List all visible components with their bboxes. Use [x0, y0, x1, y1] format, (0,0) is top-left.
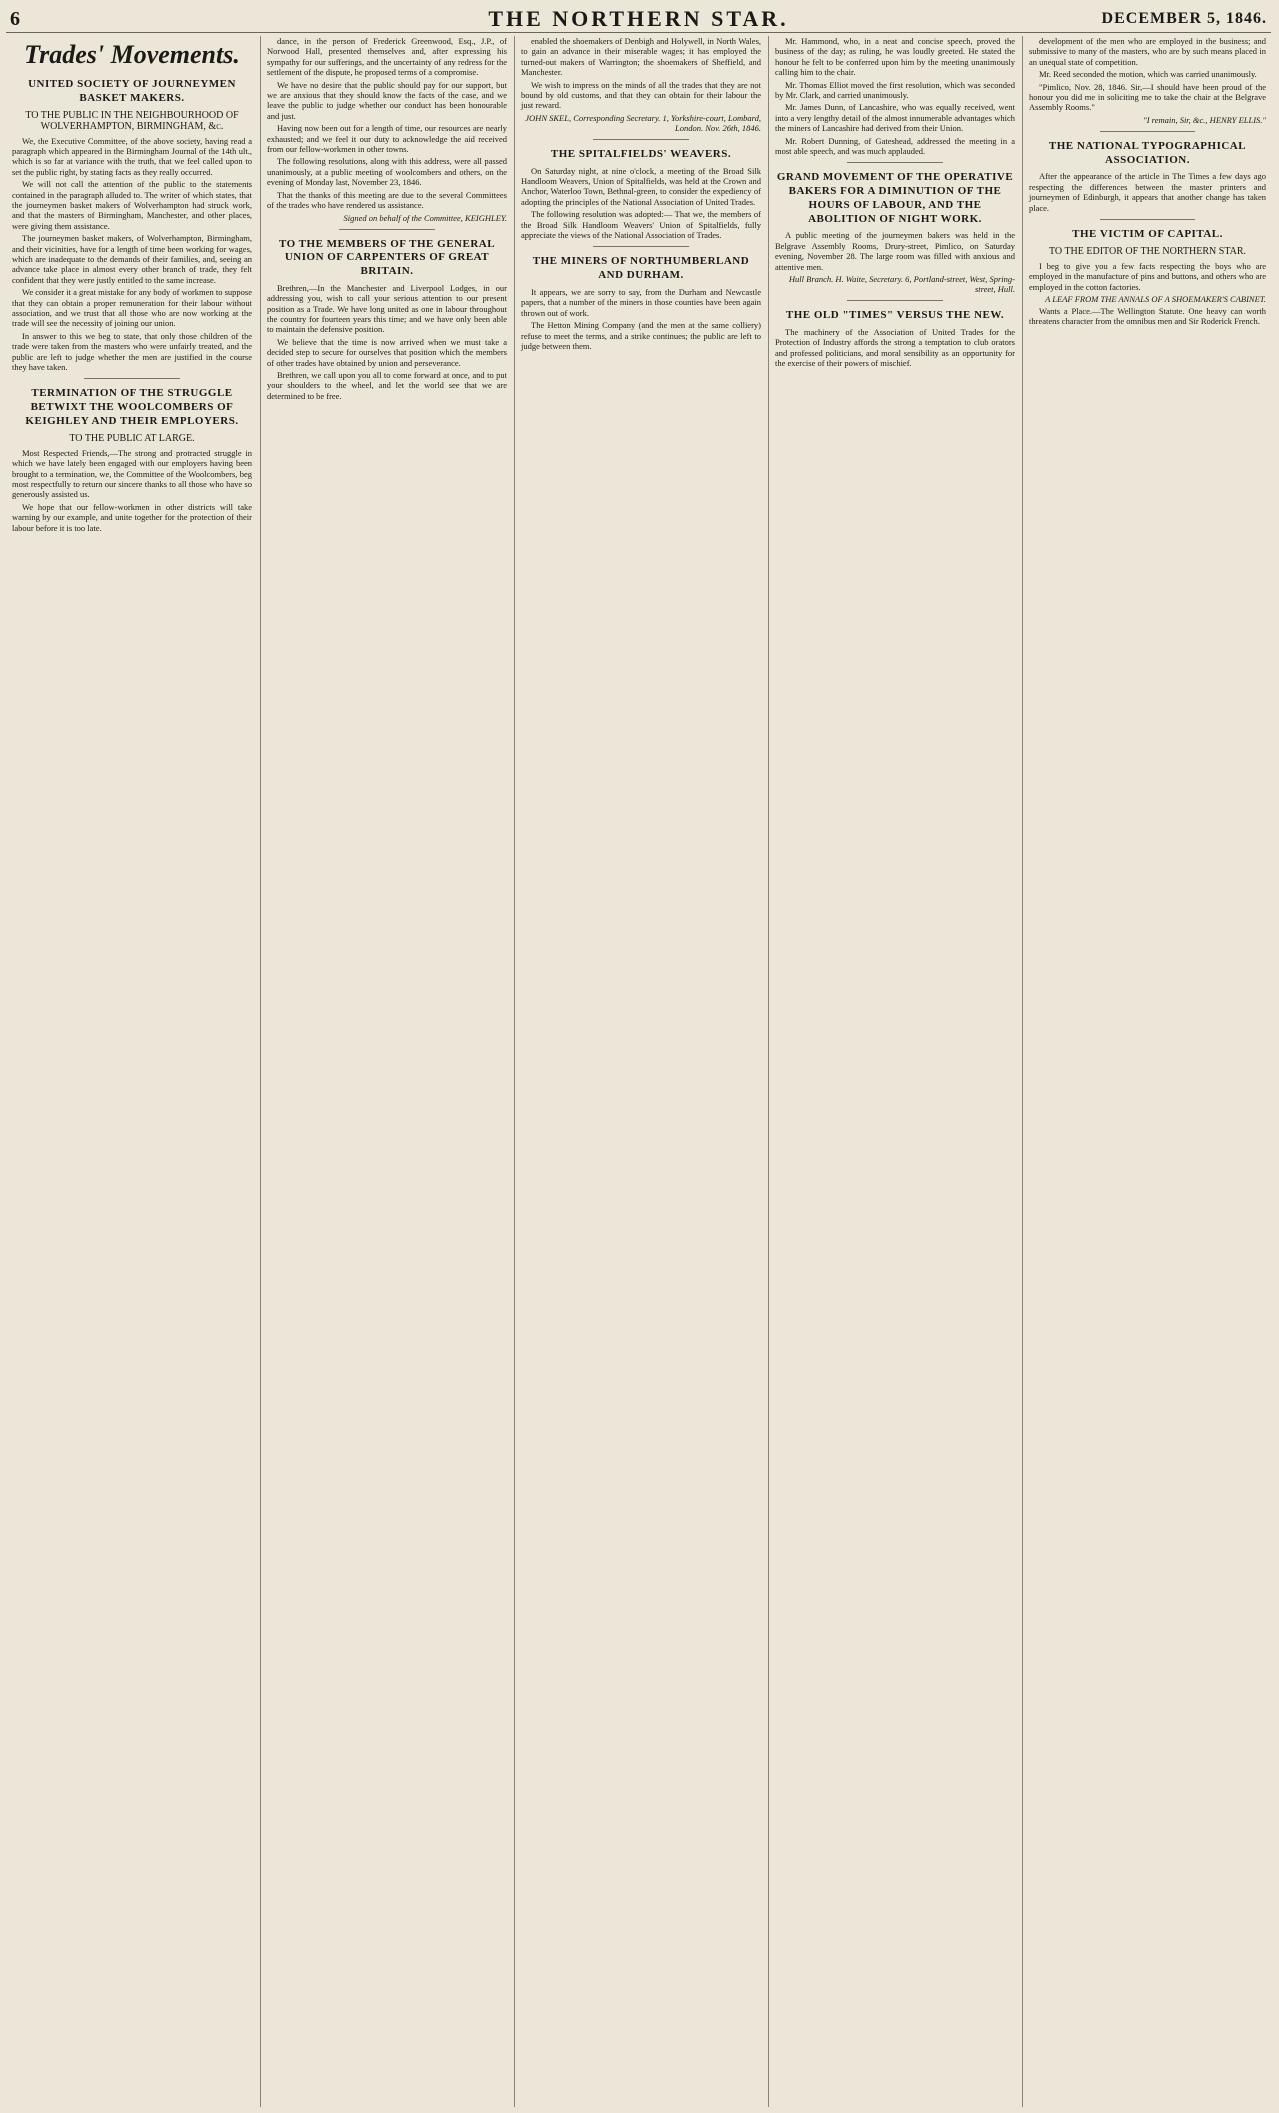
- column-4: [768, 36, 1021, 2107]
- signature: JOHN SKEL, Corresponding Secretary. 1, Yorkshire-court, Lombard, London. Nov. 26th, 1846.: [525, 112, 761, 133]
- article-paragraph: In answer to this we beg to state, that only those children of the trade were taken from the masters who were unfairly treated, and the public are left to judge whether the men are justified in the course they have taken.: [12, 330, 252, 373]
- article-heading-carpenters: TO THE MEMBERS OF THE GENERAL UNION OF CARPENTERS OF GREAT BRITAIN.: [278, 237, 496, 277]
- article-paragraph: development of the men who are employed in the business; and submissive to many of the masters, who are by such means placed in an unequal state of competition.: [1029, 36, 1266, 67]
- column-3: [514, 36, 767, 2107]
- divider: [593, 246, 689, 247]
- masthead: [6, 6, 1271, 33]
- column-5: [1022, 36, 1272, 2107]
- article-paragraph: We consider it a great mistake for any body of workmen to suppose that they can obtain a proper remuneration for their labour without association, and we trust that all those who are now working at the trade will see the necessity of joining our union.: [12, 287, 252, 329]
- article-paragraph: The Hetton Mining Company (and the men at the same colliery) refuse to meet the terms, and a strike continues; the public are left to judge between them.: [521, 320, 761, 351]
- article-heading-basket-makers: UNITED SOCIETY OF JOURNEYMEN BASKET MAKERS.: [28, 78, 236, 104]
- article-paragraph: It appears, we are sorry to say, from the Durham and Newcastle papers, that a number of the miners in those counties have been again thrown out of work.: [521, 286, 761, 318]
- article-paragraph: That the thanks of this meeting are due to the several Committees of the trades who have rendered us assistance.: [267, 189, 507, 211]
- issue-date: DECEMBER 5, 1846.: [1101, 10, 1267, 27]
- article-paragraph: We hope that our fellow-workmen in other districts will take warning by our example, and unite together for the protection of their labour before it is too late.: [12, 501, 252, 533]
- article-paragraph: We have no desire that the public should pay for our support, but we are anxious that they should know the facts of the case, and we leave the public to judge whether our conduct has been honourable and just.: [267, 79, 507, 121]
- article-paragraph: "Pimlico, Nov. 28, 1846. Sir,—I should have been proud of the honour you did me in soliciting me to take the chair at the Belgrave Assembly Rooms.": [1029, 81, 1266, 113]
- article-paragraph: I beg to give you a few facts respecting the boys who are employed in the manufacture of pins and buttons, and others who are employed in the cotton factories.: [1029, 260, 1266, 292]
- signature: "I remain, Sir, &c., HENRY ELLIS.": [1143, 114, 1266, 125]
- article-heading-old-times: THE OLD "TIMES" VERSUS THE NEW.: [785, 309, 1005, 322]
- article-paragraph: Brethren, we call upon you all to come forward at once, and to put your shoulders to the wheel, and let the world see that we are determined to be free.: [267, 370, 507, 401]
- article-paragraph: The following resolutions, along with this address, were all passed unanimously, at a public meeting of woolcombers and others, on the evening of Monday last, November 23, 1846.: [267, 156, 507, 188]
- column-2: [260, 36, 513, 2107]
- article-paragraph: Mr. James Dunn, of Lancashire, who was equally received, went into a very lengthy detail of the almost innumerable advantages which the miners of Lancashire had derived from their Union.: [775, 102, 1015, 134]
- article-heading-woolcombers: TERMINATION OF THE STRUGGLE BETWIXT THE WOOLCOMBERS OF KEIGHLEY AND THEIR EMPLOYERS.: [25, 387, 239, 427]
- divider: [1100, 219, 1195, 220]
- article-paragraph: Mr. Reed seconded the motion, which was carried unanimously.: [1039, 69, 1257, 80]
- divider: [847, 300, 943, 301]
- article-paragraph: enabled the shoemakers of Denbigh and Holywell, in North Wales, to gain an advance in their miserable wages; it has employed the turned-out makers of Warrington; the shoemakers of Sheffield, and Manchester.: [521, 36, 761, 78]
- divider: [593, 139, 689, 140]
- article-paragraph: Mr. Thomas Elliot moved the first resolution, which was seconded by Mr. Clark, and carried unanimously.: [775, 79, 1015, 101]
- article-paragraph: We will not call the attention of the public to the statements contained in the paragraph alluded to. The writer of which states, that the journeymen basket makers of Wolverhampton had struck work, and that the masters of Birmingham, Manchester, and other places, were giving them assistance.: [12, 179, 252, 231]
- page-number: 6: [10, 8, 20, 30]
- signature: A LEAF FROM THE ANNALS OF A SHOEMAKER'S CABINET.: [1045, 293, 1266, 304]
- article-paragraph: The machinery of the Association of United Trades for the Protection of Industry affords the strong a temptation to club orators and professed politicians, and moral sensibility as an opportunity for the exercise of their powers of mischief.: [775, 326, 1015, 369]
- article-paragraph: A public meeting of the journeymen bakers was held in the Belgrave Assembly Rooms, Drury-street, Pimlico, on Saturday evening, November 28. The large room was filled with anxious and attentive men.: [775, 230, 1015, 272]
- columns: [6, 36, 1271, 2107]
- divider: [84, 378, 180, 379]
- article-paragraph: The following resolution was adopted:— That we, the members of the Broad Silk Handloom Weavers' Union of Spitalfields, fully appreciate the views of the National Association of Trades.: [521, 209, 761, 241]
- article-subheading: TO THE PUBLIC AT LARGE.: [69, 432, 195, 444]
- section-title: Trades' Movements.: [24, 40, 240, 69]
- article-heading-victim: THE VICTIM OF CAPITAL.: [1072, 227, 1223, 240]
- divider: [339, 229, 435, 230]
- article-paragraph: Mr. Hammond, who, in a neat and concise speech, proved the business of the day; as ruling, he was loudly greeted. He stated the honour he felt to be conferred upon him by the meeting unanimously calling him to the chair.: [775, 36, 1015, 78]
- article-heading-bakers: GRAND MOVEMENT OF THE OPERATIVE BAKERS FOR A DIMINUTION OF THE HOURS OF LABOUR, AND THE ABOLITION OF NIGHT WORK.: [776, 171, 1014, 225]
- article-paragraph: We believe that the time is now arrived when we must take a decided step to secure for ourselves that position which the members of other trades have obtained by union and perseverance.: [267, 336, 507, 368]
- article-paragraph: We, the Executive Committee, of the above society, having read a paragraph which appeared in the Birmingham Journal of the 14th ult., which is so far at variance with the truth, that we feel called upon to set the public right, by stating facts as they really occurred.: [12, 135, 252, 177]
- article-subheading: TO THE EDITOR OF THE NORTHERN STAR.: [1048, 245, 1247, 257]
- article-paragraph: Mr. Robert Dunning, of Gateshead, addressed the meeting in a most able speech, and was much applauded.: [775, 135, 1015, 157]
- article-paragraph: Most Respected Friends,—The strong and protracted struggle in which we have lately been engaged with our employers having been brought to a termination, we, the Committee of the Woolcombers, beg most respectfully to return our sincere thanks to all those who have so generously assisted us.: [12, 447, 252, 500]
- column-1: [6, 36, 258, 2107]
- article-paragraph: Having now been out for a length of time, our resources are nearly exhausted; and we feel it our duty to acknowledge the aid received from our fellow-workmen in other towns.: [267, 123, 507, 155]
- article-paragraph: On Saturday night, at nine o'clock, a meeting of the Broad Silk Handloom Weavers, Union of Spitalfields, was held at the Crown and Anchor, Waterloo Town, Bethnal-green, to consider the expediency of adopting the principles of the National Association of United Trades.: [521, 165, 761, 207]
- newspaper-title: THE NORTHERN STAR.: [488, 6, 789, 31]
- article-subheading: TO THE PUBLIC IN THE NEIGHBOURHOOD OF WOLVERHAMPTON, BIRMINGHAM, &c.: [25, 109, 239, 132]
- signature: Signed on behalf of the Committee, KEIGHLEY.: [343, 212, 507, 223]
- article-paragraph: We wish to impress on the minds of all the trades that they are not bound by old customs, and that they can obtain for their labour the just reward.: [521, 79, 761, 111]
- divider: [1100, 131, 1195, 132]
- article-paragraph: Brethren,—In the Manchester and Liverpool Lodges, in our addressing you, wish to call your serious attention to our present position as a Trade. We have long united as one in labour throughout the country for fourteen years this time; and we have only been able to maintain the defensive position.: [267, 282, 507, 335]
- divider: [847, 162, 943, 163]
- article-heading-miners: THE MINERS OF NORTHUMBERLAND AND DURHAM.: [532, 255, 750, 282]
- article-paragraph: After the appearance of the article in The Times a few days ago respecting the differences between the master printers and journeymen of Edinburgh, it appears that another change has taken place.: [1029, 171, 1266, 213]
- article-heading-spitalfields: THE SPITALFIELDS' WEAVERS.: [550, 147, 732, 160]
- article-paragraph: The journeymen basket makers, of Wolverhampton, Birmingham, and their vicinities, have for a length of time been working for wages, which are inadequate to the demands of their families, and, seeing an advance take place in almost every other branch of trade, they felt confident that they were justly entitled to the same increase.: [12, 233, 252, 285]
- signature: Hull Branch. H. Waite, Secretary. 6, Portland-street, West, Spring-street, Hull.: [788, 274, 1015, 295]
- article-paragraph: dance, in the person of Frederick Greenwood, Esq., J.P., of Norwood Hall, presented themselves and, after expressing his sympathy for our sufferings, and the uncertainty of any redress for the settlement of the dispute, he proposed terms of a compromise.: [267, 36, 507, 78]
- article-heading-typographical: THE NATIONAL TYPOGRAPHICAL ASSOCIATION.: [1048, 139, 1247, 166]
- article-paragraph: Wants a Place.—The Wellington Statute. One heavy can worth threatens character from the omnibus men and Sir Roderick French.: [1029, 305, 1266, 327]
